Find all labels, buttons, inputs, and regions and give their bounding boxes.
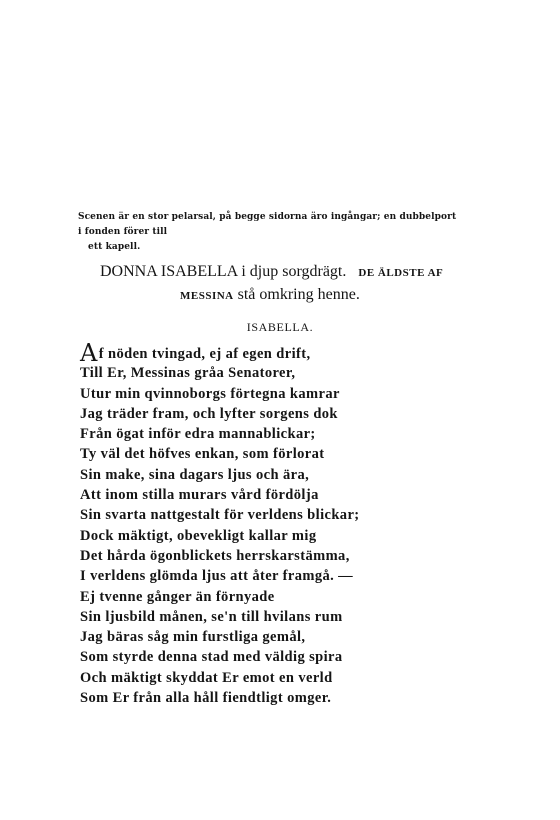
verse-line: I verldens glömda ljus att åter framgå. — bbox=[80, 568, 354, 585]
cast-line-1 bbox=[100, 262, 500, 283]
verse-line: Att inom stilla murars vård fördölja bbox=[80, 487, 319, 504]
cast-line-2 bbox=[180, 285, 560, 306]
verse-line: Ej tvenne gånger än förnyade bbox=[80, 588, 275, 605]
verse-line: Jag träder fram, och lyfter sorgens dok bbox=[80, 405, 338, 422]
stage-direction-line-2: ett kapell. bbox=[88, 242, 141, 252]
verse-line: Dock mäktigt, obevekligt kallar mig bbox=[80, 527, 317, 544]
verse-line: Som styrde denna stad med väldig spira bbox=[80, 649, 343, 666]
stage-direction bbox=[78, 210, 458, 255]
verse-block bbox=[80, 339, 500, 708]
verse-line: Sin ljusbild månen, se'n till hvilans rum bbox=[80, 608, 343, 625]
stage-direction-line-1: Scenen är en stor pelarsal, på begge sidorna äro ingångar; en dubbelport i fonden förer till bbox=[78, 212, 457, 237]
verse-line: Sin svarta nattgestalt för verldens blickar; bbox=[80, 507, 360, 524]
cast-standing-text: stå omkring henne. bbox=[237, 286, 360, 303]
cast-elders-text: DE ÄLDSTE AF bbox=[358, 267, 444, 279]
verse-line: Som Er från alla håll fiendtligt omger. bbox=[80, 690, 332, 707]
verse-line: Ty väl det höfves enkan, som förlorat bbox=[80, 446, 325, 463]
verse-line: Jag bäras såg min furstliga gemål, bbox=[80, 629, 306, 646]
verse-line: Utur min qvinnoborgs förtegna kamrar bbox=[80, 385, 340, 402]
verse-line: Sin make, sina dagars ljus och ära, bbox=[80, 466, 310, 483]
verse-line: Till Er, Messinas gråa Senatorer, bbox=[80, 365, 296, 382]
verse-line: Det hårda ögonblickets herrskarstämma, bbox=[80, 547, 350, 564]
cast-messina-text: MESSINA bbox=[180, 290, 234, 302]
verse-line bbox=[80, 339, 500, 367]
drop-initial: A bbox=[80, 339, 98, 367]
cast-main-text: DONNA ISABELLA i djup sorgdrägt. bbox=[100, 263, 347, 280]
verse-line: Från ögat inför edra mannablickar; bbox=[80, 426, 316, 443]
verse-line-text: f nöden tvingad, ej af egen drift, bbox=[98, 346, 311, 362]
verse-line: Och mäktigt skyddat Er emot en verld bbox=[80, 669, 333, 686]
speaker-name: ISABELLA. bbox=[246, 320, 314, 334]
